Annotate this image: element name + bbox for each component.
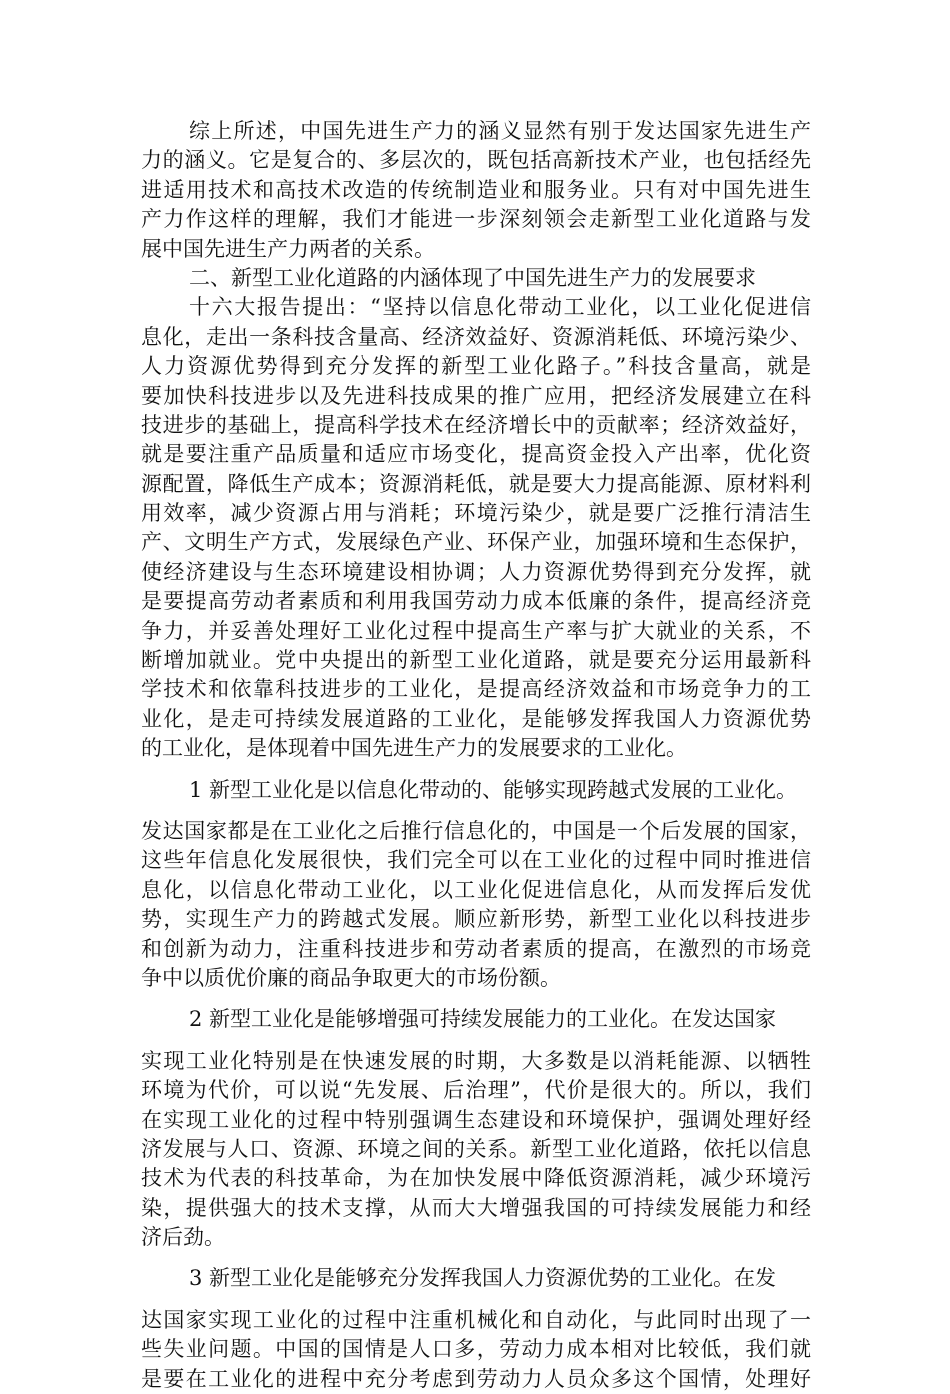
text-line: 就是要注重产品质量和适应市场变化，提高资金投入产出率，优化资: [141, 442, 811, 467]
text-line: 二、新型工业化道路的内涵体现了中国先进生产力的发展要求: [189, 265, 756, 290]
text-line: 1 新型工业化是以信息化带动的、能够实现跨越式发展的工业化。: [189, 777, 798, 802]
text-line: 十六大报告提出：“坚持以信息化带动工业化，以工业化促进信: [189, 295, 811, 320]
text-line: 些失业问题。中国的国情是人口多，劳动力成本相对比较低，我们就: [141, 1337, 811, 1362]
text-line: 技术为代表的科技革命，为在加快发展中降低资源消耗，减少环境污: [141, 1166, 811, 1191]
text-line: 2 新型工业化是能够增强可持续发展能力的工业化。在发达国家: [189, 1007, 777, 1032]
text-line: 发达国家都是在工业化之后推行信息化的，中国是一个后发展的国家，: [141, 818, 811, 843]
text-line: 争中以质优价廉的商品争取更大的市场份额。: [141, 965, 561, 990]
text-line: 济后劲。: [141, 1225, 225, 1250]
paragraph-gap: [141, 764, 811, 776]
text-line: 是要在工业化的进程中充分考虑到劳动力人员众多这个国情，处理好: [141, 1366, 811, 1391]
text-line: 要加快科技进步以及先进科技成果的推广应用，把经济发展建立在科: [141, 383, 811, 408]
document-body: [141, 117, 811, 1394]
text-line: 技进步的基础上，提高科学技术在经济增长中的贡献率；经济效益好，: [141, 412, 811, 437]
text-line: 环境为代价，可以说“先发展、后治理”，代价是很大的。所以，我们: [141, 1078, 811, 1103]
text-line: 达国家实现工业化的过程中注重机械化和自动化，与此同时出现了一: [141, 1307, 811, 1332]
text-line: 产、文明生产方式，发展绿色产业、环保产业，加强环境和生态保护，: [141, 530, 811, 555]
text-line: 综上所述，中国先进生产力的涵义显然有别于发达国家先进生产: [189, 119, 811, 143]
paragraph-gap: [141, 993, 811, 1005]
text-line: 断增加就业。党中央提出的新型工业化道路，就是要充分运用最新科: [141, 648, 811, 673]
text-line: 进适用技术和高技术改造的传统制造业和服务业。只有对中国先进生: [141, 177, 811, 202]
paragraph-gap: [141, 1035, 811, 1047]
text-line: 争力，并妥善处理好工业化过程中提高生产率与扩大就业的关系，不: [141, 618, 811, 643]
paragraph-gap: [141, 1252, 811, 1264]
text-line: 息化，走出一条科技含量高、经济效益好、资源消耗低、环境污染少、: [141, 324, 811, 349]
text-line: 的工业化，是体现着中国先进生产力的发展要求的工业化。: [141, 736, 687, 761]
text-line: 息化，以信息化带动工业化，以工业化促进信息化，从而发挥后发优: [141, 877, 811, 902]
text-line: 是要提高劳动者素质和利用我国劳动力成本低廉的条件，提高经济竞: [141, 589, 811, 614]
text-line: 和创新为动力，注重科技进步和劳动者素质的提高，在激烈的市场竞: [141, 936, 811, 961]
text-line: 学技术和依靠科技进步的工业化，是提高经济效益和市场竞争力的工: [141, 677, 811, 702]
text-line: 展中国先进生产力两者的关系。: [141, 236, 435, 261]
text-line: 力的涵义。它是复合的、多层次的，既包括高新技术产业，也包括经先: [141, 148, 811, 173]
text-line: 用效率，减少资源占用与消耗；环境污染少，就是要广泛推行清洁生: [141, 501, 811, 526]
text-line: 源配置，降低生产成本；资源消耗低，就是要大力提高能源、原材料利: [141, 471, 811, 496]
text-line: 3 新型工业化是能够充分发挥我国人力资源优势的工业化。在发: [189, 1266, 777, 1291]
text-line: 产力作这样的理解，我们才能进一步深刻领会走新型工业化道路与发: [141, 207, 811, 232]
paragraph-gap: [141, 1294, 811, 1306]
text-line: 使经济建设与生态环境建设相协调；人力资源优势得到充分发挥，就: [141, 559, 811, 584]
text-line: 实现工业化特别是在快速发展的时期，大多数是以消耗能源、以牺牲: [141, 1048, 811, 1073]
text-line: 人力资源优势得到充分发挥的新型工业化路子。”科技含量高，就是: [141, 354, 811, 379]
text-line: 势，实现生产力的跨越式发展。顺应新形势，新型工业化以科技进步: [141, 907, 811, 932]
text-line: 在实现工业化的过程中特别强调生态建设和环境保护，强调处理好经: [141, 1107, 811, 1132]
text-line: 济发展与人口、资源、环境之间的关系。新型工业化道路，依托以信息: [141, 1136, 811, 1161]
paragraph-gap: [141, 805, 811, 817]
text-line: 这些年信息化发展很快，我们完全可以在工业化的过程中同时推进信: [141, 848, 811, 873]
text-line: 业化，是走可持续发展道路的工业化，是能够发挥我国人力资源优势: [141, 706, 811, 731]
text-line: 染，提供强大的技术支撑，从而大大增强我国的可持续发展能力和经: [141, 1195, 811, 1220]
